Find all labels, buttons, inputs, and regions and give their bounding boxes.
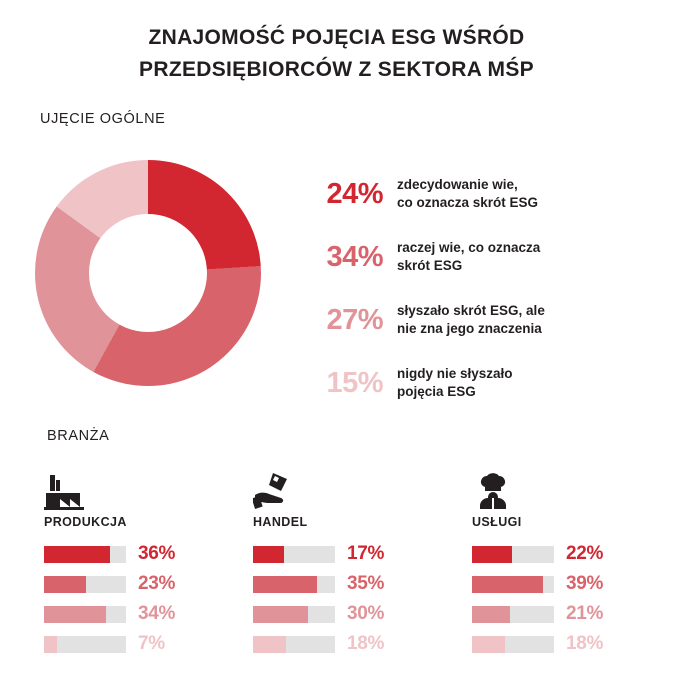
- bar-track: [44, 576, 126, 593]
- bar-percent: 23%: [138, 573, 176, 594]
- bar-row: [253, 539, 414, 569]
- branch-name: USŁUGI: [472, 515, 522, 529]
- bar-row: [472, 599, 621, 629]
- bar-track: [253, 576, 335, 593]
- legend-item: [305, 354, 645, 412]
- bar-fill: [44, 576, 86, 593]
- bar-percent: 17%: [347, 543, 385, 564]
- handshake-icon: [253, 465, 414, 511]
- branch-column-produkcja: [0, 465, 207, 659]
- branch-column-uslugi: [414, 465, 621, 659]
- section-label-branch: BRANŻA: [47, 428, 110, 444]
- bar-percent: 18%: [347, 633, 385, 654]
- bar-row: [253, 569, 414, 599]
- donut-ring: [35, 160, 261, 386]
- bar-percent: 36%: [138, 543, 176, 564]
- legend-percent: 15%: [326, 366, 383, 399]
- page-title: [0, 0, 673, 86]
- bar-percent: 35%: [347, 573, 385, 594]
- bar-track: [44, 606, 126, 623]
- legend-item: [305, 165, 645, 223]
- branch-column-handel: [207, 465, 414, 659]
- bar-row: [44, 629, 207, 659]
- branch-name: PRODUKCJA: [44, 515, 127, 529]
- chart-legend: [305, 165, 645, 417]
- legend-label-line-1: słyszało skrót ESG, ale: [397, 303, 545, 318]
- legend-label-line-1: raczej wie, co oznacza: [397, 240, 541, 255]
- bar-row: [44, 599, 207, 629]
- legend-label-line-1: nigdy nie słyszało: [397, 366, 513, 381]
- bar-percent: 18%: [566, 633, 604, 654]
- bar-track: [253, 636, 335, 653]
- bar-fill: [472, 636, 505, 653]
- donut-hole: [89, 214, 207, 332]
- bar-track: [253, 606, 335, 623]
- chef-icon: [472, 465, 621, 511]
- bar-fill: [253, 636, 286, 653]
- bar-track: [472, 576, 554, 593]
- legend-label: [397, 176, 538, 212]
- bar-track: [253, 546, 335, 563]
- legend-label-line-2: pojęcia ESG: [397, 384, 476, 399]
- bar-track: [472, 606, 554, 623]
- bar-track: [44, 636, 126, 653]
- legend-label-line-2: nie zna jego znaczenia: [397, 321, 542, 336]
- bar-row: [472, 539, 621, 569]
- bar-fill: [253, 576, 317, 593]
- bar-track: [44, 546, 126, 563]
- bar-fill: [253, 546, 284, 563]
- bar-fill: [253, 606, 308, 623]
- bar-percent: 7%: [138, 633, 165, 654]
- donut-chart: [35, 160, 275, 400]
- legend-label: [397, 365, 513, 401]
- bar-row: [44, 539, 207, 569]
- legend-label-line-1: zdecydowanie wie,: [397, 177, 518, 192]
- branch-chart-group: [0, 465, 673, 659]
- title-line-2: PRZEDSIĘBIORCÓW Z SEKTORA MŚP: [139, 58, 534, 81]
- bar-track: [472, 636, 554, 653]
- bar-track: [472, 546, 554, 563]
- bar-fill: [472, 576, 543, 593]
- bar-row: [472, 629, 621, 659]
- legend-percent: 34%: [326, 240, 383, 273]
- legend-percent: 24%: [326, 177, 383, 210]
- bar-percent: 30%: [347, 603, 385, 624]
- bar-percent: 21%: [566, 603, 604, 624]
- bar-fill: [44, 606, 106, 623]
- section-label-general: UJĘCIE OGÓLNE: [40, 111, 166, 127]
- bar-row: [44, 569, 207, 599]
- bar-row: [253, 599, 414, 629]
- title-line-1: ZNAJOMOŚĆ POJĘCIA ESG WŚRÓD: [148, 26, 525, 49]
- legend-label: [397, 302, 545, 338]
- bar-fill: [472, 546, 512, 563]
- bar-percent: 22%: [566, 543, 604, 564]
- legend-label-line-2: co oznacza skrót ESG: [397, 195, 539, 210]
- bar-row: [253, 629, 414, 659]
- legend-item: [305, 291, 645, 349]
- bar-fill: [472, 606, 510, 623]
- bar-percent: 34%: [138, 603, 176, 624]
- bar-fill: [44, 636, 57, 653]
- factory-icon: [44, 465, 207, 511]
- bar-fill: [44, 546, 110, 563]
- legend-item: [305, 228, 645, 286]
- bar-row: [472, 569, 621, 599]
- legend-label: [397, 239, 540, 275]
- branch-name: HANDEL: [253, 515, 308, 529]
- bar-percent: 39%: [566, 573, 604, 594]
- legend-percent: 27%: [326, 303, 383, 336]
- legend-label-line-2: skrót ESG: [397, 258, 463, 273]
